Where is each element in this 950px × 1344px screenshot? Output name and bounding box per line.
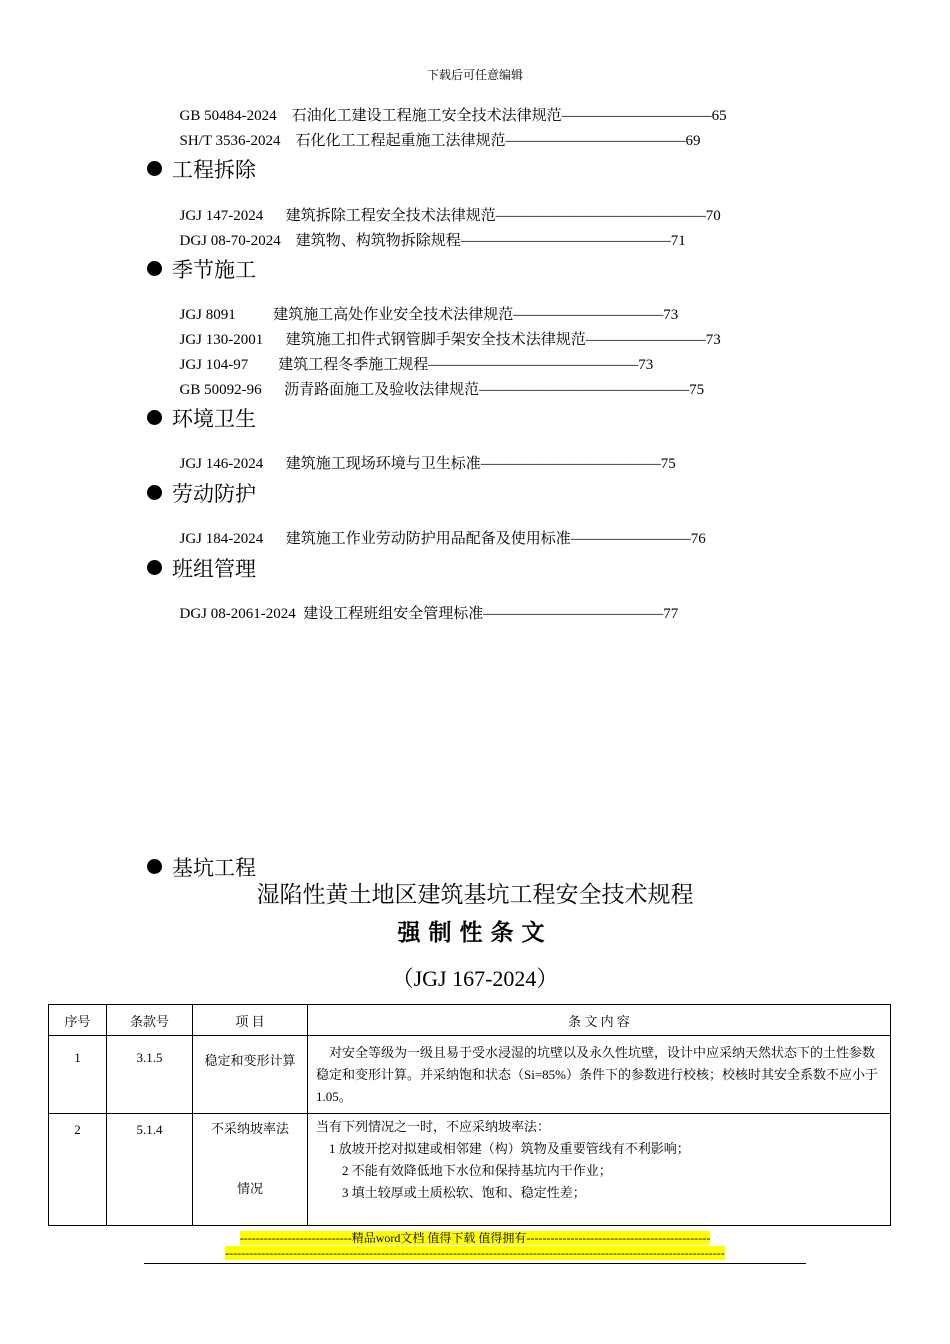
standard-title: 建筑拆除工程安全技术法律规范——————————————70 (285, 208, 721, 224)
bullet-icon (147, 560, 162, 575)
standard-title: 石化化工工程起重施工法律规范————————————69 (295, 133, 701, 149)
section-heading-foundation-pit: 基坑工程 (147, 855, 256, 881)
row-number: 2 (49, 1114, 107, 1226)
clause-number: 3.1.5 (107, 1036, 193, 1114)
standard-title: 石油化工建设工程施工安全技术法律规范——————————65 (291, 108, 727, 124)
mandatory-provisions-table (48, 1004, 891, 1226)
footer-rule (144, 1263, 806, 1264)
regulation-code: （JGJ 167-2024） (391, 966, 559, 991)
bullet-icon (147, 261, 162, 276)
footer-banner-dashes: ----------------------------------------------------------------------------------------------------------------------------- (225, 1246, 725, 1260)
section-heading-demolition: 工程拆除 (147, 157, 256, 183)
regulation-subtitle: 强制性条文 (397, 920, 553, 945)
standard-code: JGJ 8091 (179, 307, 236, 323)
column-header: 项 目 (193, 1005, 308, 1036)
standard-title: 建设工程班组安全管理标准————————————77 (303, 606, 679, 622)
item-cell: 不采纳坡率法 情况 (193, 1114, 308, 1226)
content-cell: 当有下列情况之一时，不应采纳坡率法： 1 放坡开挖对拟建或相邻建（构）筑物及重要管线有不利影响； 2 不能有效降低地下水位和保持基坑内干作业； 3 填土较厚或土质松软、饱和、稳定性差； (308, 1114, 891, 1226)
standard-code: GB 50092-96 (179, 382, 262, 398)
table-row (49, 1036, 891, 1114)
section-heading-environment: 环境卫生 (147, 406, 256, 432)
standard-code: JGJ 184-2024 (179, 531, 264, 547)
standard-code: DGJ 08-70-2024 (179, 233, 281, 249)
item-cell: 稳定和变形计算 (193, 1036, 308, 1114)
section-heading-seasonal: 季节施工 (147, 257, 256, 283)
list-item (172, 360, 704, 400)
standard-code: GB 50484-2024 (179, 108, 277, 124)
standard-code: JGJ 147-2024 (179, 208, 264, 224)
row-number: 1 (49, 1036, 107, 1114)
table-row (49, 1114, 891, 1226)
list-item (172, 434, 676, 474)
column-header: 条款号 (107, 1005, 193, 1036)
list-item (172, 584, 678, 624)
standard-title: 建筑施工现场环境与卫生标准————————————75 (285, 456, 676, 472)
regulation-title: 湿陷性黄土地区建筑基坑工程安全技术规程 (256, 882, 694, 907)
list-item (172, 111, 701, 151)
standard-code: JGJ 104-97 (179, 357, 249, 373)
standard-title: 建筑施工扣件式钢管脚手架安全技术法律规范————————73 (285, 332, 721, 348)
standard-code: DGJ 08-2061-2024 (179, 606, 296, 622)
standard-title: 建筑施工高处作业安全技术法律规范——————————73 (273, 307, 679, 323)
bullet-icon (147, 859, 162, 874)
column-header: 序号 (49, 1005, 107, 1036)
standard-title: 建筑物、构筑物拆除规程——————————————71 (295, 233, 686, 249)
bullet-icon (147, 485, 162, 500)
footer-banner: ----------------------------精品word文档 值得下载 值得拥有---------------------------------------------- (239, 1231, 711, 1245)
page-header-note: 下载后可任意编辑 (426, 68, 523, 82)
section-heading-labor-protection: 劳动防护 (147, 481, 256, 507)
bullet-icon (147, 161, 162, 176)
standard-code: SH/T 3536-2024 (179, 133, 281, 149)
column-header: 条 文 内 容 (308, 1005, 891, 1036)
standard-title: 沥青路面施工及验收法律规范——————————————75 (284, 382, 705, 398)
standard-code: JGJ 130-2001 (179, 332, 264, 348)
table-header-row (49, 1005, 891, 1036)
standard-code: JGJ 146-2024 (179, 456, 264, 472)
bullet-icon (147, 410, 162, 425)
list-item (172, 211, 686, 251)
standard-title: 建筑工程冬季施工规程——————————————73 (278, 357, 654, 373)
list-item (172, 509, 706, 549)
section-heading-team-management: 班组管理 (147, 556, 256, 582)
clause-number: 5.1.4 (107, 1114, 193, 1226)
standard-title: 建筑施工作业劳动防护用品配备及使用标准————————76 (285, 531, 706, 547)
content-cell: 对安全等级为一级且易于受水浸湿的坑壁以及永久性坑壁，设计中应采纳天然状态下的土性参数稳定和变形计算。并采纳饱和状态（Si=85%）条件下的参数进行校核；校核时其安全系数不应小于1.05。 (308, 1036, 891, 1114)
